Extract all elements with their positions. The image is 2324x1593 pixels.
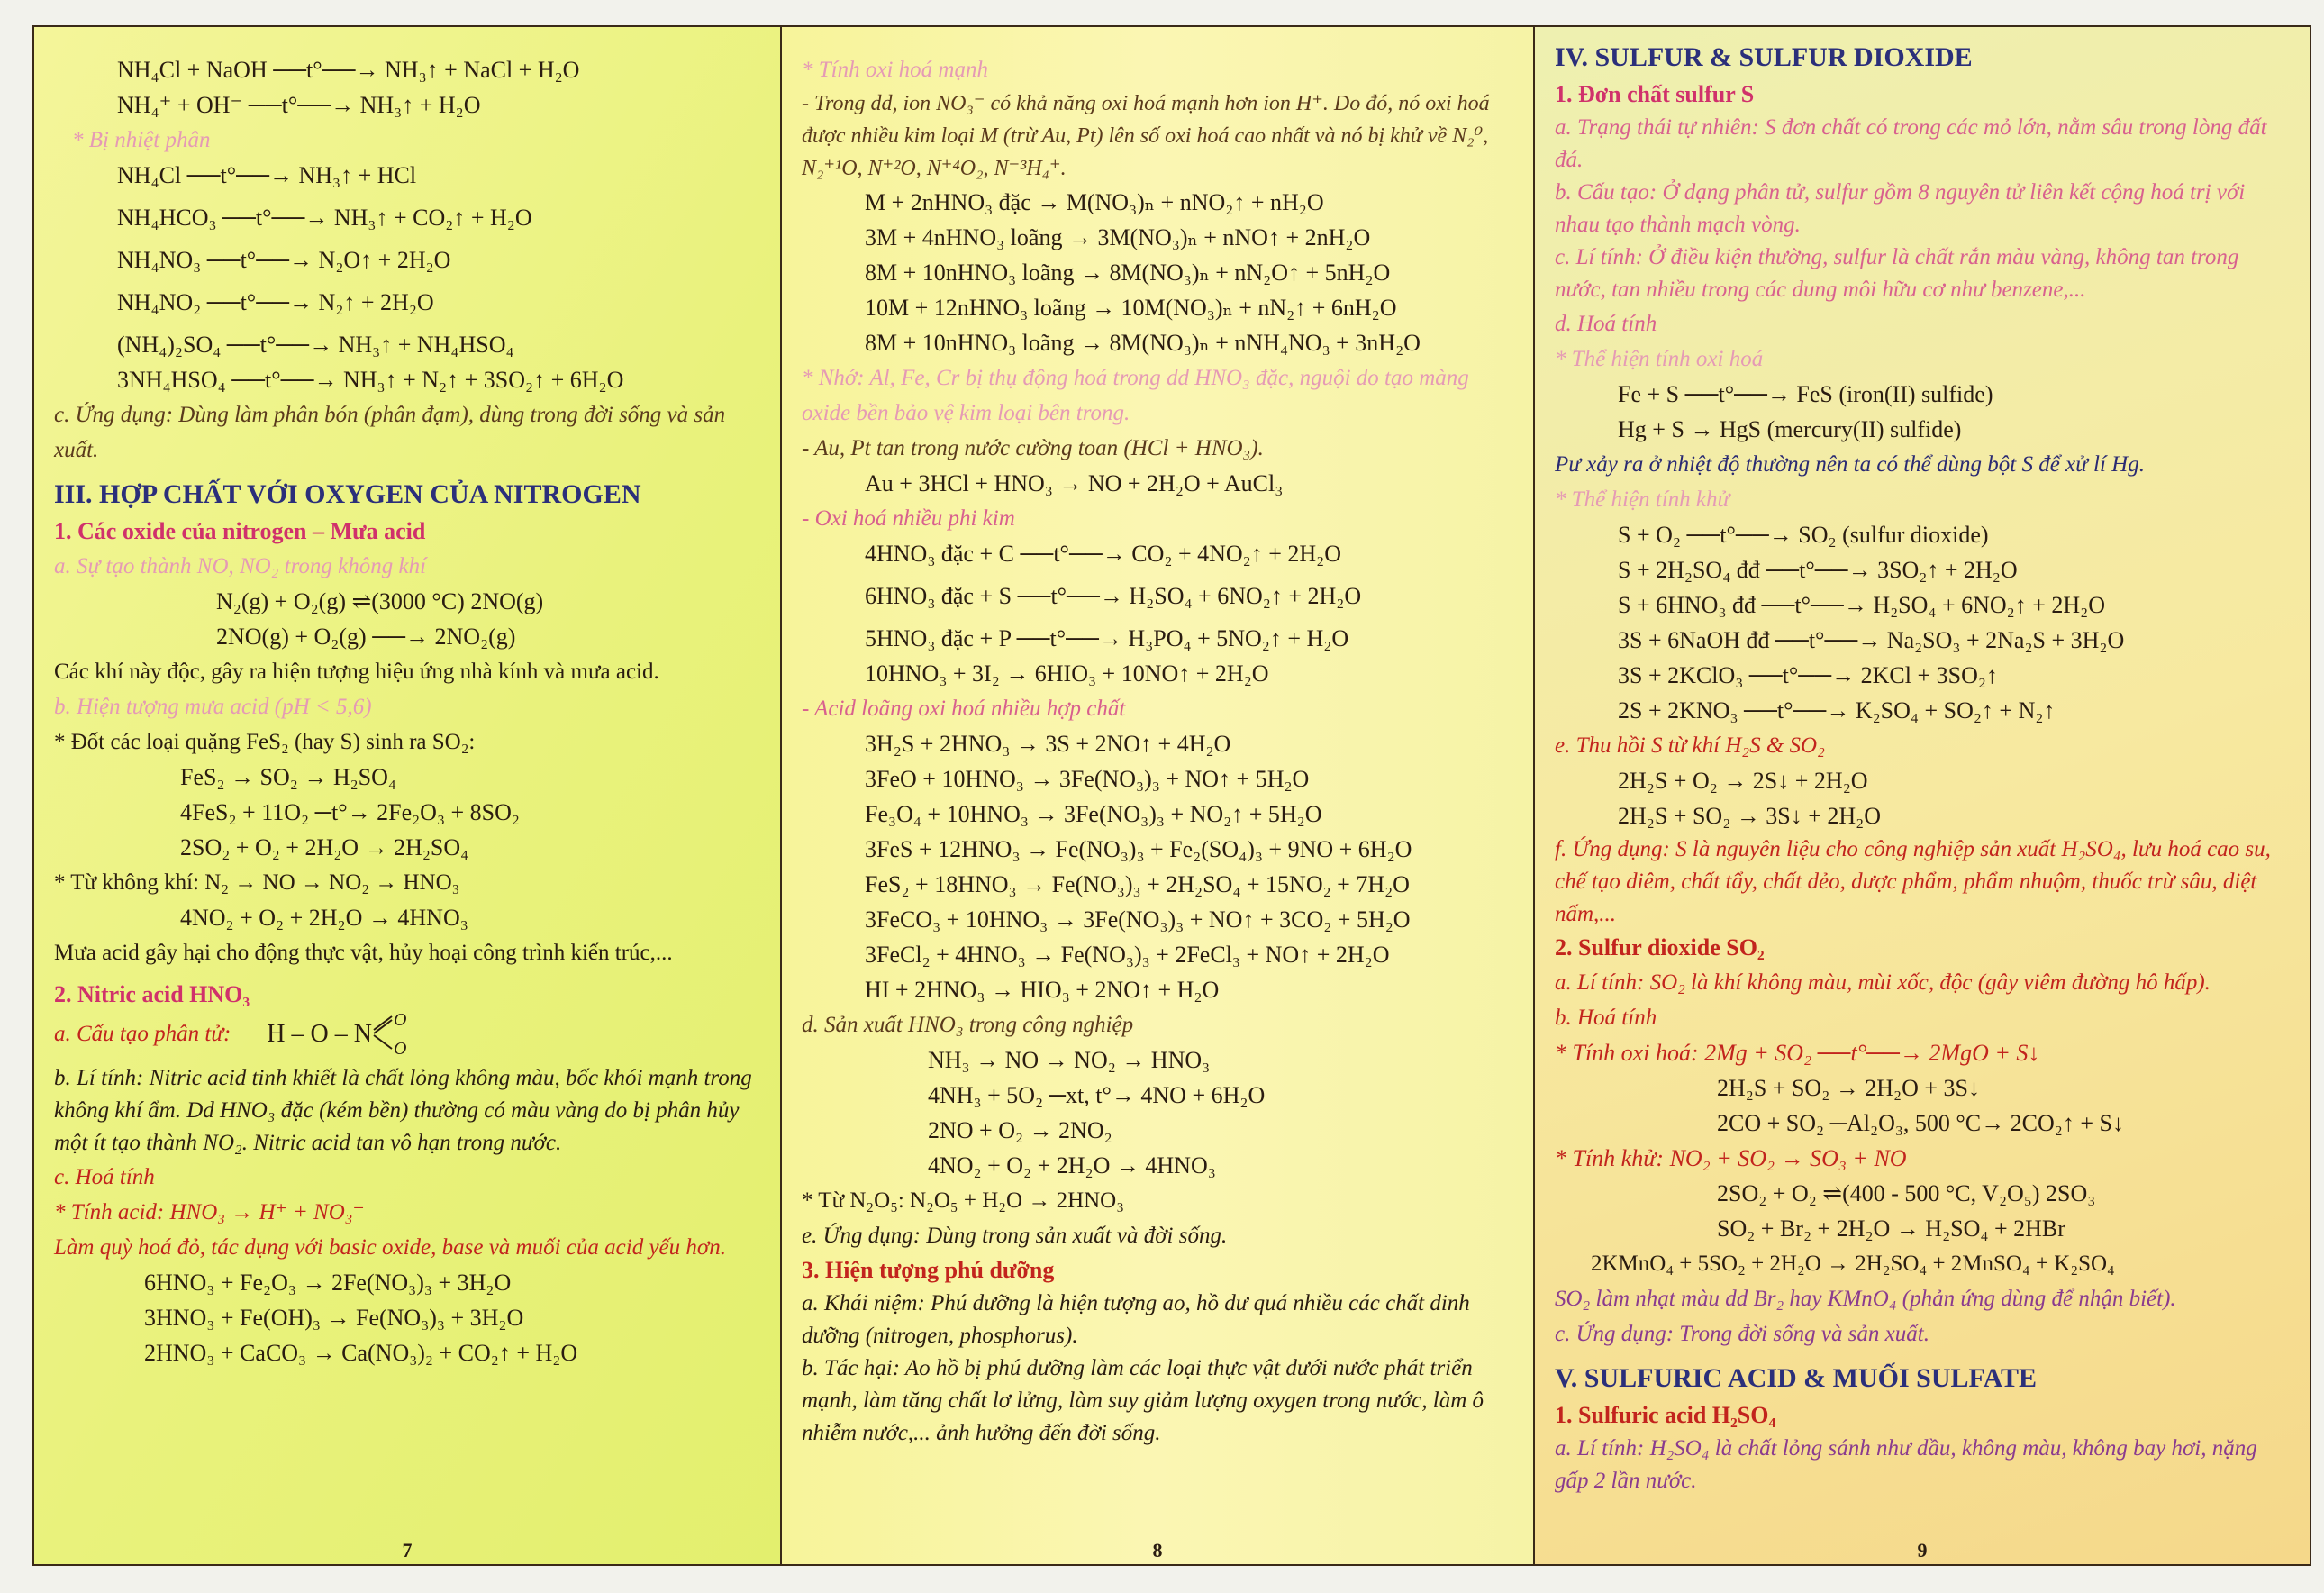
equation: NH₄Cl + NaOH ──t°──→ NH₃↑ + NaCl + H₂O	[117, 57, 580, 83]
paragraph: - Au, Pt tan trong nước cường toan (HCl + HNO₃).	[802, 436, 1264, 460]
paragraph: a. Lí tính: H₂SO₄ là chất lỏng sánh như dầu, không màu, không bay hơi, nặng gấp 2 lần nước.	[1555, 1436, 2257, 1493]
equation: 2NO + O₂ → 2NO₂	[928, 1117, 1112, 1143]
equation: 3S + 6NaOH đđ ──t°──→ Na₂SO₃ + 2Na₂S + 3H₂O	[1618, 627, 2125, 653]
subheading: d. Sản xuất HNO₃ trong công nghiệp	[802, 1013, 1134, 1037]
equation: 3HNO₃ + Fe(OH)₃ → Fe(NO₃)₃ + 3H₂O	[144, 1305, 524, 1331]
equation: 2H₂S + SO₂ → 2H₂O + 3S↓	[1717, 1075, 1981, 1101]
equation: NH₄⁺ + OH⁻ ──t°──→ NH₃↑ + H₂O	[117, 92, 481, 118]
paragraph: c. Lí tính: Ở điều kiện thường, sulfur là chất rắn màu vàng, không tan trong nước, tan nhiều trong các dung môi hữu cơ như benzene,...	[1555, 245, 2239, 302]
paragraph: Pư xảy ra ở nhiệt độ thường nên ta có thể dùng bột S để xử lí Hg.	[1555, 452, 2145, 477]
subheading: - Acid loãng oxi hoá nhiều hợp chất	[802, 696, 1126, 721]
paragraph: c. Ứng dụng: Trong đời sống và sản xuất.	[1555, 1322, 1929, 1346]
svg-text:O: O	[393, 1039, 407, 1056]
subsection-heading: 2. Sulfur dioxide SO₂	[1555, 934, 1765, 960]
paragraph: b. Lí tính: Nitric acid tinh khiết là chất lỏng không màu, bốc khói mạnh trong không khí ẩm. Dd HNO₃ đặc (kém bền) thường có màu vàng do bị phân hủy một ít tạo thành NO₂. Nitric acid tan vô hạn trong nước.	[54, 1066, 752, 1155]
equation: 6HNO₃ + Fe₂O₃ → 2Fe(NO₃)₃ + 3H₂O	[144, 1270, 512, 1296]
equation: 2NO(g) + O₂(g) ──→ 2NO₂(g)	[216, 624, 516, 650]
equation: NH₄NO₂ ──t°──→ N₂↑ + 2H₂O	[117, 289, 434, 315]
section-heading: III. HỢP CHẤT VỚI OXYGEN CỦA NITROGEN	[54, 479, 641, 509]
paragraph: Mưa acid gây hại cho động thực vật, hủy hoại công trình kiến trúc,...	[54, 941, 673, 965]
paragraph: Các khí này độc, gây ra hiện tượng hiệu ứng nhà kính và mưa acid.	[54, 660, 659, 684]
equation: 4FeS₂ + 11O₂ ─t°→ 2Fe₂O₃ + 8SO₂	[180, 799, 520, 825]
paragraph: Làm quỳ hoá đỏ, tác dụng với basic oxide, base và muối của acid yếu hơn.	[54, 1235, 726, 1260]
paragraph: * Từ không khí: N₂ → NO → NO₂ → HNO₃	[54, 870, 460, 895]
paragraph: * Nhớ: Al, Fe, Cr bị thụ động hoá trong dd HNO₃ đặc, nguội do tạo màng oxide bền bảo vệ kim loại bên trong.	[802, 366, 1469, 425]
paragraph: SO₂ làm nhạt màu dd Br₂ hay KMnO₄ (phản ứng dùng để nhận biết).	[1555, 1287, 2176, 1311]
subheading: e. Thu hồi S từ khí H₂S & SO₂	[1555, 733, 1825, 758]
equation: 6HNO₃ đặc + S ──t°──→ H₂SO₄ + 6NO₂↑ + 2H₂O	[865, 583, 1362, 609]
equation: 3M + 4nHNO₃ loãng → 3M(NO₃)ₙ + nNO↑ + 2nH₂O	[865, 224, 1371, 250]
paragraph: f. Ứng dụng: S là nguyên liệu cho công nghiệp sản xuất H₂SO₄, lưu hoá cao su, chế tạo diêm, chất tẩy, chất dẻo, dược phẩm, phẩm nhuộm, thuốc trừ sâu, diệt nấm,...	[1555, 837, 2271, 926]
equation: 4NO₂ + O₂ + 2H₂O → 4HNO₃	[180, 905, 468, 931]
subsection-heading: 3. Hiện tượng phú dưỡng	[802, 1257, 1055, 1283]
equation: 3FeO + 10HNO₃ → 3Fe(NO₃)₃ + NO↑ + 5H₂O	[865, 766, 1310, 792]
equation: * Tính oxi hoá: 2Mg + SO₂ ──t°──→ 2MgO + S↓	[1555, 1040, 2040, 1066]
equation: HI + 2HNO₃ → HIO₃ + 2NO↑ + H₂O	[865, 977, 1220, 1003]
equation: (NH₄)₂SO₄ ──t°──→ NH₃↑ + NH₄HSO₄	[117, 332, 514, 358]
equation: FeS₂ + 18HNO₃ → Fe(NO₃)₃ + 2H₂SO₄ + 15NO₂ + 7H₂O	[865, 871, 1410, 897]
subheading: a. Sự tạo thành NO, NO₂ trong không khí	[54, 554, 427, 578]
subheading: * Bị nhiệt phân	[72, 128, 211, 152]
page-number: 8	[1152, 1539, 1163, 1561]
subheading: * Tính oxi hoá mạnh	[802, 58, 988, 82]
subsection-heading: 1. Sulfuric acid H₂SO₄	[1555, 1402, 1776, 1428]
equation: NH₄NO₃ ──t°──→ N₂O↑ + 2H₂O	[117, 247, 451, 273]
paragraph: a. Trạng thái tự nhiên: S đơn chất có trong các mỏ lớn, nằm sâu trong lòng đất đá.	[1555, 115, 2267, 172]
equation: 2CO + SO₂ ─Al₂O₃, 500 °C→ 2CO₂↑ + S↓	[1717, 1110, 2124, 1136]
equation: Fe₃O₄ + 10HNO₃ → 3Fe(NO₃)₃ + NO₂↑ + 5H₂O	[865, 801, 1322, 827]
equation: S + 6HNO₃ đđ ──t°──→ H₂SO₄ + 6NO₂↑ + 2H₂O	[1618, 592, 2106, 618]
svg-text:O: O	[393, 1011, 407, 1030]
equation: N₂(g) + O₂(g) ⇌(3000 °C) 2NO(g)	[216, 588, 544, 614]
equation: 3FeCl₂ + 4HNO₃ → Fe(NO₃)₃ + 2FeCl₃ + NO↑ + 2H₂O	[865, 942, 1390, 968]
paragraph: e. Ứng dụng: Dùng trong sản xuất và đời sống.	[802, 1224, 1228, 1248]
subsection-heading: 1. Các oxide của nitrogen – Mưa acid	[54, 518, 426, 544]
equation: S + 2H₂SO₄ đđ ──t°──→ 3SO₂↑ + 2H₂O	[1618, 557, 2018, 583]
paragraph: - Trong dd, ion NO₃⁻ có khả năng oxi hoá mạnh hơn ion H⁺. Do đó, nó oxi hoá được nhiều kim loại M (trừ Au, Pt) lên số oxi hoá cao nhất và nó bị khử về N₂⁰, N₂⁺¹O, N⁺²O, N⁺⁴O₂, N⁻³H₄⁺.	[802, 92, 1490, 180]
equation: 2H₂S + SO₂ → 3S↓ + 2H₂O	[1618, 803, 1882, 829]
equation: 2SO₂ + O₂ ⇌(400 - 500 °C, V₂O₅) 2SO₃	[1717, 1180, 2096, 1206]
subheading: * Tính acid: HNO₃ → H⁺ + NO₃⁻	[54, 1200, 365, 1224]
page-9-column	[1535, 27, 2310, 1564]
equation: 2HNO₃ + CaCO₃ → Ca(NO₃)₂ + CO₂↑ + H₂O	[144, 1340, 578, 1366]
subheading: - Oxi hoá nhiều phi kim	[802, 506, 1015, 531]
equation: 10HNO₃ + 3I₂ → 6HIO₃ + 10NO↑ + 2H₂O	[865, 660, 1269, 687]
textbook-spread	[32, 25, 2311, 1566]
paragraph: c. Ứng dụng: Dùng làm phân bón (phân đạm), dùng trong đời sống và sản xuất.	[54, 403, 726, 462]
subheading: * Thể hiện tính khử	[1555, 487, 1730, 512]
page-7-column	[34, 27, 782, 1564]
equation: 8M + 10nHNO₃ loãng → 8M(NO₃)ₙ + nNH₄NO₃ + 3nH₂O	[865, 330, 1421, 356]
subheading: b. Hiện tượng mưa acid (pH < 5,6)	[54, 695, 372, 719]
equation: 8M + 10nHNO₃ loãng → 8M(NO₃)ₙ + nN₂O↑ + 5nH₂O	[865, 259, 1391, 286]
equation: 3FeS + 12HNO₃ → Fe(NO₃)₃ + Fe₂(SO₄)₃ + 9NO + 6H₂O	[865, 836, 1412, 862]
equation: 2KMnO₄ + 5SO₂ + 2H₂O → 2H₂SO₄ + 2MnSO₄ + K₂SO₄	[1591, 1252, 2115, 1276]
equation: FeS₂ → SO₂ → H₂SO₄	[180, 764, 396, 790]
subheading: d. Hoá tính	[1555, 312, 1657, 336]
subsection-heading: 2. Nitric acid HNO₃	[54, 981, 250, 1007]
equation: NH₃ → NO → NO₂ → HNO₃	[928, 1047, 1211, 1073]
section-heading: IV. SULFUR & SULFUR DIOXIDE	[1555, 42, 1973, 72]
equation: SO₂ + Br₂ + 2H₂O → H₂SO₄ + 2HBr	[1717, 1215, 2065, 1242]
equation: NH₄HCO₃ ──t°──→ NH₃↑ + CO₂↑ + H₂O	[117, 205, 532, 231]
equation: S + O₂ ──t°──→ SO₂ (sulfur dioxide)	[1618, 522, 1989, 548]
equation: * Tính khử: NO₂ + SO₂ → SO₃ + NO	[1555, 1145, 1907, 1171]
equation: 3FeCO₃ + 10HNO₃ → 3Fe(NO₃)₃ + NO↑ + 3CO₂ + 5H₂O	[865, 906, 1411, 933]
equation: Hg + S → HgS (mercury(II) sulfide)	[1618, 416, 1962, 442]
page-8-column	[782, 27, 1535, 1564]
subheading: * Thể hiện tính oxi hoá	[1555, 347, 1764, 371]
equation: Au + 3HCl + HNO₃ → NO + 2H₂O + AuCl₃	[865, 470, 1284, 496]
equation: 4NO₂ + O₂ + 2H₂O → 4HNO₃	[928, 1152, 1216, 1179]
paragraph: * Từ N₂O₅: N₂O₅ + H₂O → 2HNO₃	[802, 1188, 1124, 1213]
paragraph: * Đốt các loại quặng FeS₂ (hay S) sinh ra SO₂:	[54, 730, 476, 754]
molecule-structure-row	[54, 1012, 760, 1055]
equation: 3NH₄HSO₄ ──t°──→ NH₃↑ + N₂↑ + 3SO₂↑ + 6H₂O	[117, 367, 624, 393]
section-heading: V. SULFURIC ACID & MUỐI SULFATE	[1555, 1363, 2038, 1393]
equation: 2S + 2KNO₃ ──t°──→ K₂SO₄ + SO₂↑ + N₂↑	[1618, 697, 2056, 724]
equation: 2H₂S + O₂ → 2S↓ + 2H₂O	[1618, 768, 1868, 794]
equation: 5HNO₃ đặc + P ──t°──→ H₃PO₄ + 5NO₂↑ + H₂O	[865, 625, 1349, 651]
subheading: c. Hoá tính	[54, 1165, 155, 1189]
equation: 2SO₂ + O₂ + 2H₂O → 2H₂SO₄	[180, 834, 469, 860]
page-number: 9	[1917, 1539, 1928, 1561]
page-number: 7	[402, 1539, 413, 1561]
structure-label: a. Cấu tạo phân tử:	[54, 1021, 231, 1046]
structure-formula: H – O – N	[267, 1019, 372, 1048]
paragraph: a. Lí tính: SO₂ là khí không màu, mùi xốc, độc (gây viêm đường hô hấp).	[1555, 970, 2211, 995]
equation: 3H₂S + 2HNO₃ → 3S + 2NO↑ + 4H₂O	[865, 731, 1231, 757]
subheading: b. Hoá tính	[1555, 1006, 1657, 1030]
equation: 10M + 12nHNO₃ loãng → 10M(NO₃)ₙ + nN₂↑ + 6nH₂O	[865, 295, 1397, 321]
equation: 3S + 2KClO₃ ──t°──→ 2KCl + 3SO₂↑	[1618, 662, 1998, 688]
equation: M + 2nHNO₃ đặc → M(NO₃)ₙ + nNO₂↑ + nH₂O	[865, 189, 1324, 215]
equation: 4NH₃ + 5O₂ ─xt, t°→ 4NO + 6H₂O	[928, 1082, 1266, 1108]
nitro-bond-icon	[372, 1011, 408, 1056]
paragraph: b. Tác hại: Ao hồ bị phú dưỡng làm các loại thực vật dưới nước phát triển mạnh, làm tăng chất lơ lửng, làm suy giảm lượng oxygen trong nước, làm ô nhiễm nước,... ảnh hưởng đến đời sống.	[802, 1356, 1484, 1445]
paragraph: b. Cấu tạo: Ở dạng phân tử, sulfur gồm 8 nguyên tử liên kết cộng hoá trị với nhau tạo thành mạch vòng.	[1555, 180, 2246, 237]
equation: NH₄Cl ──t°──→ NH₃↑ + HCl	[117, 162, 417, 188]
equation: 4HNO₃ đặc + C ──t°──→ CO₂ + 4NO₂↑ + 2H₂O	[865, 541, 1342, 567]
paragraph: a. Khái niệm: Phú dưỡng là hiện tượng ao, hồ dư quá nhiều các chất dinh dưỡng (nitrogen, phosphorus).	[802, 1291, 1470, 1348]
equation: Fe + S ──t°──→ FeS (iron(II) sulfide)	[1618, 381, 1993, 407]
subsection-heading: 1. Đơn chất sulfur S	[1555, 81, 1755, 107]
